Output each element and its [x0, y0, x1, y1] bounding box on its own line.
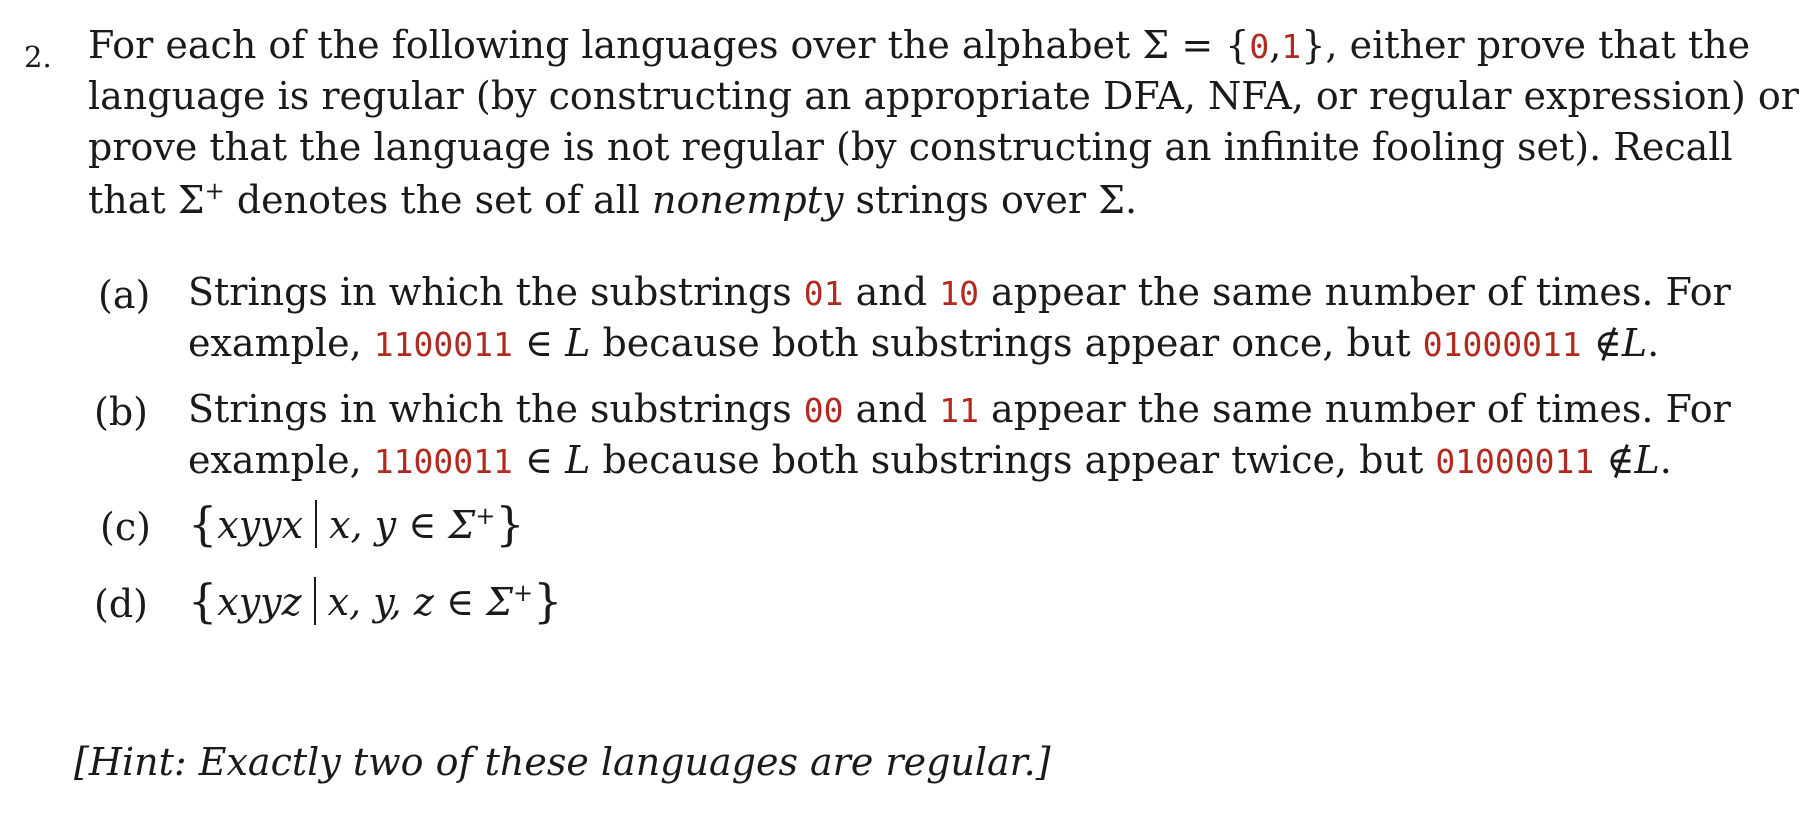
part-b-explanation: because both substrings appear twice, but [602, 438, 1424, 482]
open-brace: { [188, 574, 218, 628]
part-d-set [188, 574, 563, 628]
part-b-example-member: 1100011 [373, 442, 513, 481]
part-a-and: and [855, 270, 928, 314]
language-L: L [1621, 321, 1648, 365]
part-a-label: (a) [98, 273, 151, 317]
period: . [1647, 321, 1660, 365]
part-c-set [188, 497, 525, 551]
intro-text-4a: that Σ [88, 178, 205, 222]
intro-line-1 [88, 23, 1751, 67]
part-c-condition: x, y ∈ Σ [329, 503, 476, 547]
alphabet-comma: , [1269, 23, 1282, 67]
intro-text-1a: For each of the following languages over the alphabet [88, 23, 1131, 67]
not-element-of-symbol: ∉ [1606, 438, 1635, 482]
part-b-substring-11: 11 [939, 391, 979, 430]
set-builder-bar [314, 577, 316, 625]
intro-text-4c: strings over Σ. [843, 178, 1138, 222]
part-b-label: (b) [94, 390, 148, 434]
element-of-symbol: ∈ [524, 438, 554, 482]
open-brace: { [188, 497, 218, 551]
period: . [1659, 438, 1672, 482]
intro-line-4 [88, 177, 1138, 222]
alphabet-one: 1 [1281, 27, 1302, 66]
set-builder-bar [315, 500, 317, 548]
alphabet-close: }, either prove that the [1301, 23, 1751, 67]
part-a-explanation: because both substrings appear once, but [602, 321, 1411, 365]
part-a-line-1 [188, 270, 1731, 314]
part-a-text: Strings in which the substrings [188, 270, 792, 314]
problem-number: 2. [24, 40, 52, 74]
element-of-symbol: ∈ [524, 321, 554, 365]
alphabet-zero: 0 [1249, 27, 1270, 66]
close-brace: } [495, 497, 525, 551]
part-d-label: (d) [94, 582, 148, 626]
part-d-expression: xyyz [217, 580, 302, 624]
close-brace: } [533, 574, 563, 628]
hint-text: [Hint: Exactly two of these languages are regular.] [74, 740, 1051, 784]
sigma-plus-superscript: + [475, 502, 496, 530]
part-c-label: (c) [100, 505, 151, 549]
language-L: L [565, 321, 591, 365]
part-d-condition: x, y, z ∈ Σ [327, 580, 514, 624]
part-a-substring-10: 10 [939, 274, 979, 313]
part-b-line-1 [188, 387, 1731, 431]
alphabet-definition [1142, 23, 1750, 67]
intro-text-4b: denotes the set of all [224, 178, 653, 222]
sigma-plus-superscript: + [204, 177, 225, 205]
part-b-text: Strings in which the substrings [188, 387, 792, 431]
alphabet-sigma-eq: Σ = { [1142, 23, 1250, 67]
language-L: L [565, 438, 591, 482]
part-b-substring-00: 00 [803, 391, 844, 430]
not-element-of-symbol: ∉ [1593, 321, 1622, 365]
part-b-text-end: appear the same number of times. For [991, 387, 1731, 431]
part-a-example-label: example, [188, 321, 362, 365]
part-b-example-nonmember: 01000011 [1435, 442, 1595, 481]
nonempty-emphasis: nonempty [652, 178, 844, 222]
part-a-line-2 [188, 321, 1660, 365]
part-a-substring-01: 01 [803, 274, 844, 313]
part-b-line-2 [188, 438, 1672, 482]
part-c-expression: xyyx [217, 503, 304, 547]
part-a-example-member: 1100011 [373, 325, 513, 364]
intro-line-3: prove that the language is not regular (by constructing an infinite fooling set). Recall [88, 125, 1733, 169]
part-b-and: and [855, 387, 928, 431]
language-L: L [1634, 438, 1660, 482]
sigma-plus-superscript: + [513, 579, 534, 607]
part-b-example-label: example, [188, 438, 362, 482]
part-a-text-end: appear the same number of times. For [991, 270, 1731, 314]
intro-line-2: language is regular (by constructing an appropriate DFA, NFA, or regular expression) or [88, 74, 1799, 118]
part-a-example-nonmember: 01000011 [1422, 325, 1582, 364]
